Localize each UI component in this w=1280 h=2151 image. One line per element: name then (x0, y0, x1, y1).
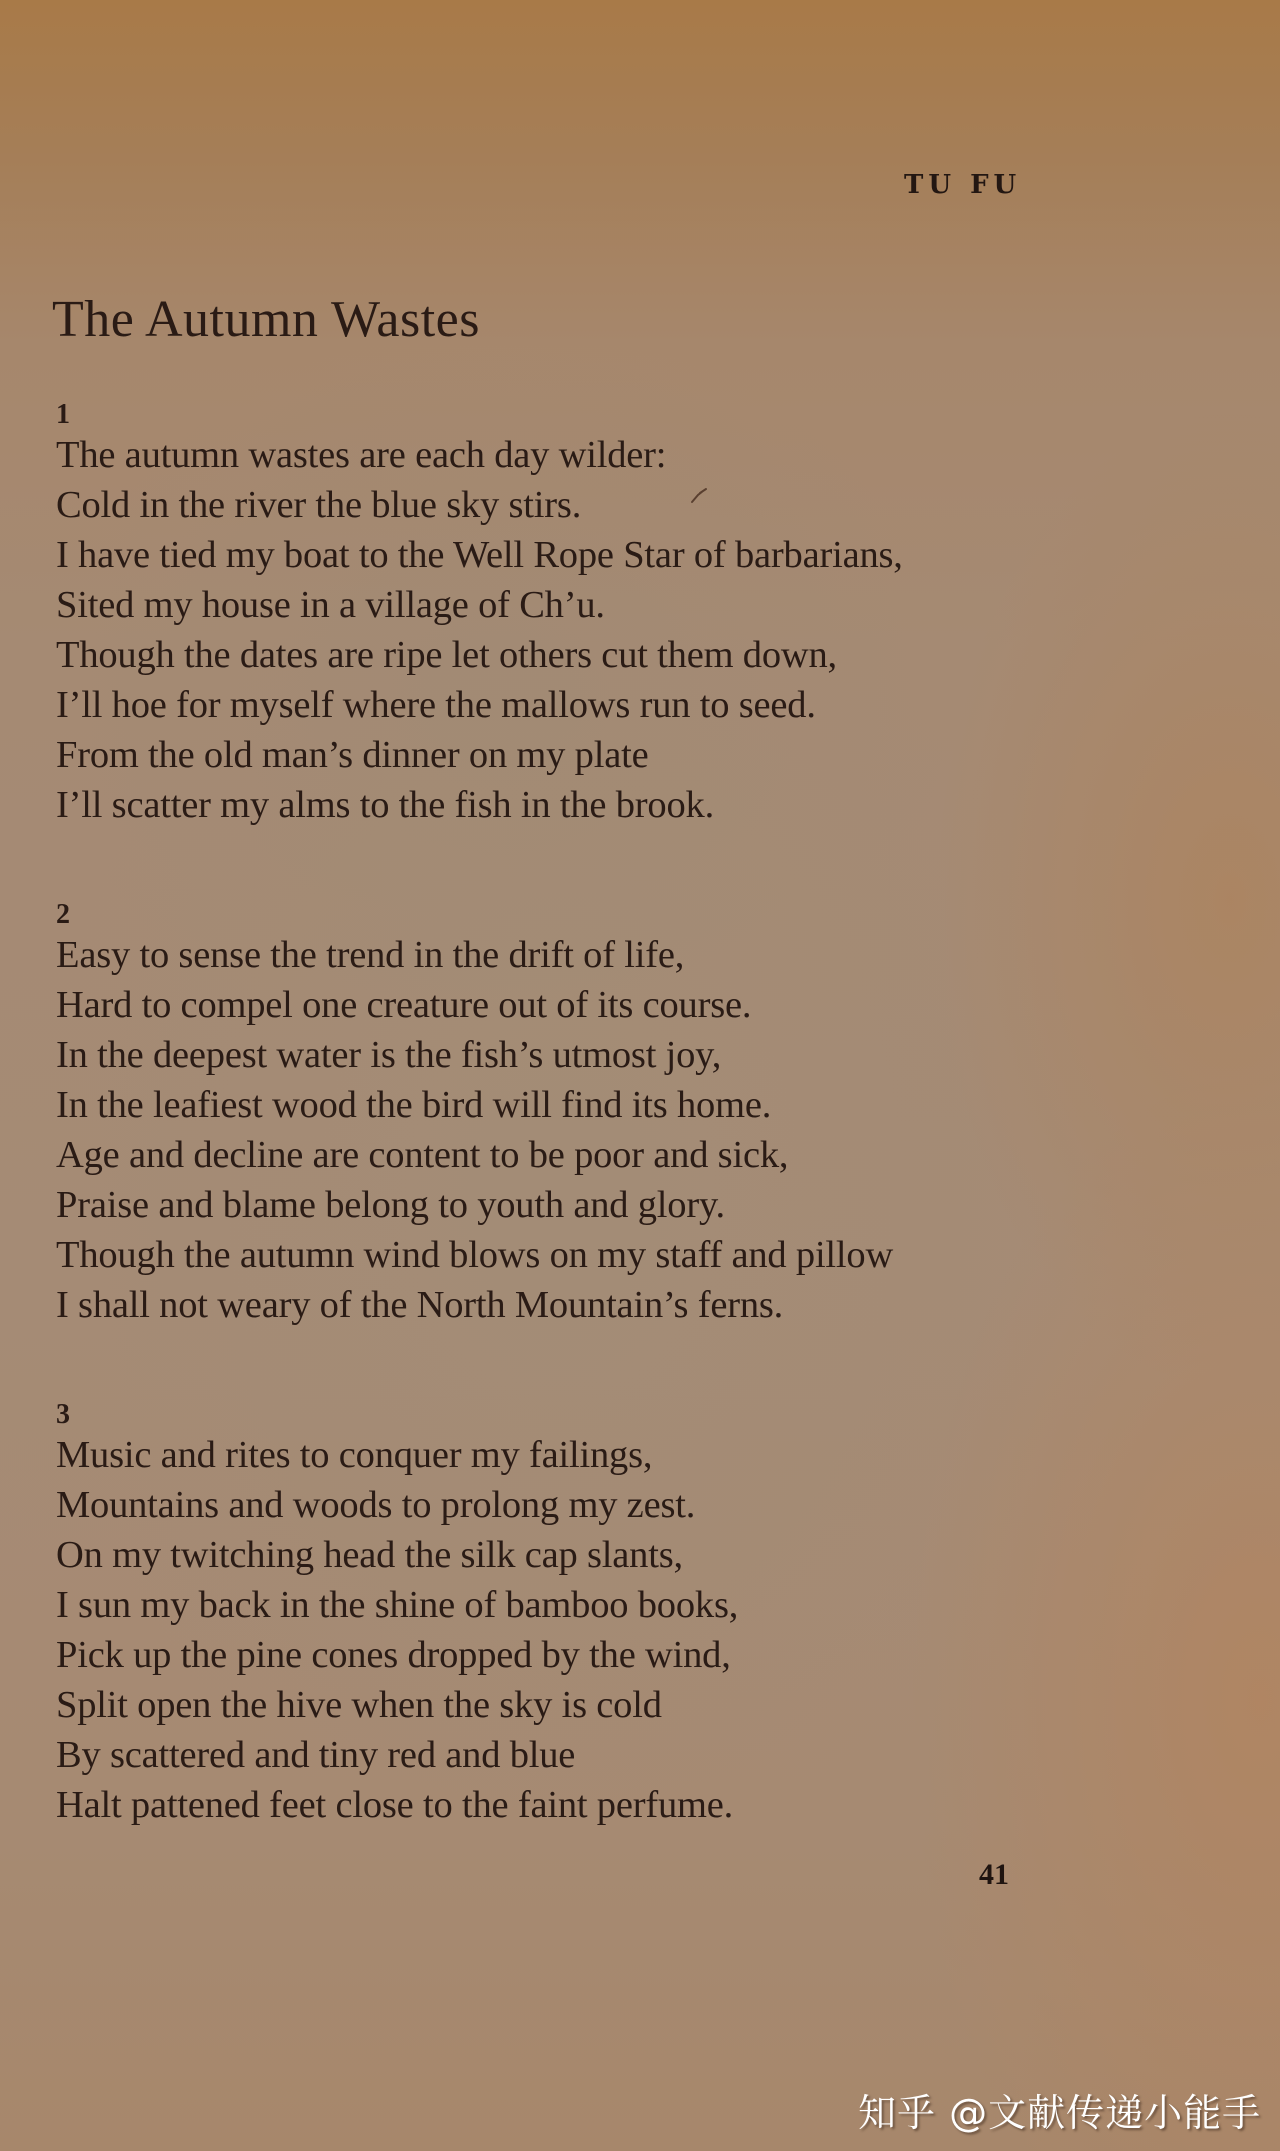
poem-line: Though the dates are ripe let others cut them down, (56, 634, 837, 676)
pencil-mark-icon (690, 486, 712, 504)
poem-line: Age and decline are content to be poor and sick, (56, 1134, 789, 1176)
poem-line: Halt pattened feet close to the faint perfume. (56, 1784, 734, 1826)
page-number: 41 (979, 1858, 1009, 1891)
running-head-author: TU FU (904, 170, 1022, 200)
stanza-3 (56, 1400, 738, 1830)
poem-line: Sited my house in a village of Ch’u. (56, 584, 605, 626)
poem-line: Praise and blame belong to youth and glory. (56, 1184, 725, 1226)
poem-line: By scattered and tiny red and blue (56, 1734, 576, 1776)
poem-line: Cold in the river the blue sky stirs. (56, 484, 582, 526)
poem-line: On my twitching head the silk cap slants, (56, 1534, 683, 1576)
poem-line: Easy to sense the trend in the drift of life, (56, 934, 685, 976)
poem-line: I sun my back in the shine of bamboo books, (56, 1584, 739, 1626)
poem-line: I shall not weary of the North Mountain’s ferns. (56, 1284, 784, 1326)
stanza-number: 1 (56, 399, 70, 430)
poem-line: In the deepest water is the fish’s utmost joy, (56, 1034, 722, 1076)
poem-line: Split open the hive when the sky is cold (56, 1684, 662, 1726)
watermark: 知乎 @文献传递小能手 (858, 2091, 1262, 2135)
poem-line: Mountains and woods to prolong my zest. (56, 1484, 696, 1526)
poem-line: Hard to compel one creature out of its course. (56, 984, 752, 1026)
stanza-2 (56, 900, 893, 1330)
poem-line: Music and rites to conquer my failings, (56, 1434, 653, 1476)
poem-line: Though the autumn wind blows on my staff and pillow (56, 1234, 894, 1276)
poem-line: The autumn wastes are each day wilder: (56, 434, 667, 476)
poem-line: Pick up the pine cones dropped by the wind, (56, 1634, 731, 1676)
stanza-1 (56, 400, 903, 830)
poem-line: From the old man’s dinner on my plate (56, 734, 649, 776)
stanza-number: 2 (56, 899, 70, 930)
poem-line: I’ll scatter my alms to the fish in the brook. (56, 784, 714, 826)
poem-line: In the leafiest wood the bird will find its home. (56, 1084, 772, 1126)
stanza-number: 3 (56, 1399, 70, 1430)
poem-line: I have tied my boat to the Well Rope Star of barbarians, (56, 534, 903, 576)
poem-title: The Autumn Wastes (52, 291, 480, 348)
poem-line: I’ll hoe for myself where the mallows run to seed. (56, 684, 816, 726)
